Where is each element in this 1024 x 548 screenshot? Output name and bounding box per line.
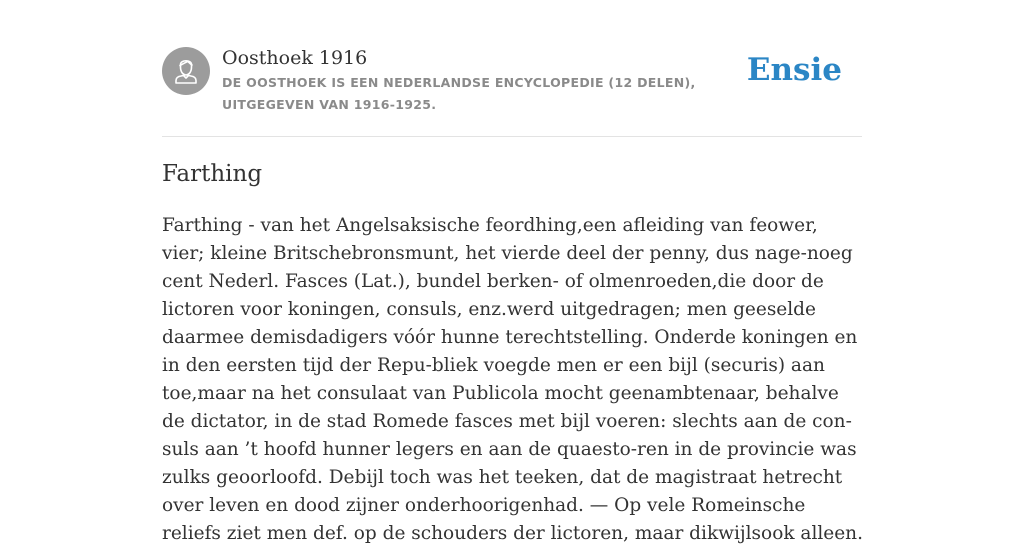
source-header bbox=[162, 44, 862, 137]
source-description: DE OOSTHOEK IS EEN NEDERLANDSE ENCYCLOPEDIE (12 DELEN), UITGEGEVEN VAN 1916-1925. bbox=[222, 75, 696, 112]
article-title: Farthing bbox=[162, 161, 263, 187]
user-placeholder-icon bbox=[162, 47, 210, 95]
source-title[interactable]: Oosthoek 1916 bbox=[222, 47, 368, 69]
ensie-logo[interactable]: Ensie bbox=[746, 52, 842, 88]
avatar[interactable] bbox=[162, 47, 210, 95]
article-body: Farthing - van het Angelsaksische feordhing,een afleiding van feower, vier; kleine Britschebronsmunt, het vierde deel der penny, dus nage-noeg cent Nederl. Fasces (Lat.), bundel berken- of olmenroeden,die door de lictoren voor koningen, consuls, enz.werd uitgedragen; men geeselde daarmee demisdadigers vóór hunne terechtstelling. Onderde koningen en in den eersten tijd der Repu-bliek voegde men er een bijl (securis) aan toe,maar na het consulaat van Publicola mocht geenambtenaar, behalve de dictator, in de stad Romede fasces met bijl voeren: slechts aan de con-suls aan ’t hoofd hunner legers en aan de quaesto-ren in de provincie was zulks geoorloofd. Debijl toch was het teeken, dat de magistraat hetrecht over leven en dood zijner onderhoorigenhad. — Op vele Romeinsche reliefs ziet men def. op de schouders der lictoren, maar dikwijlsook alleen. bbox=[162, 215, 863, 544]
